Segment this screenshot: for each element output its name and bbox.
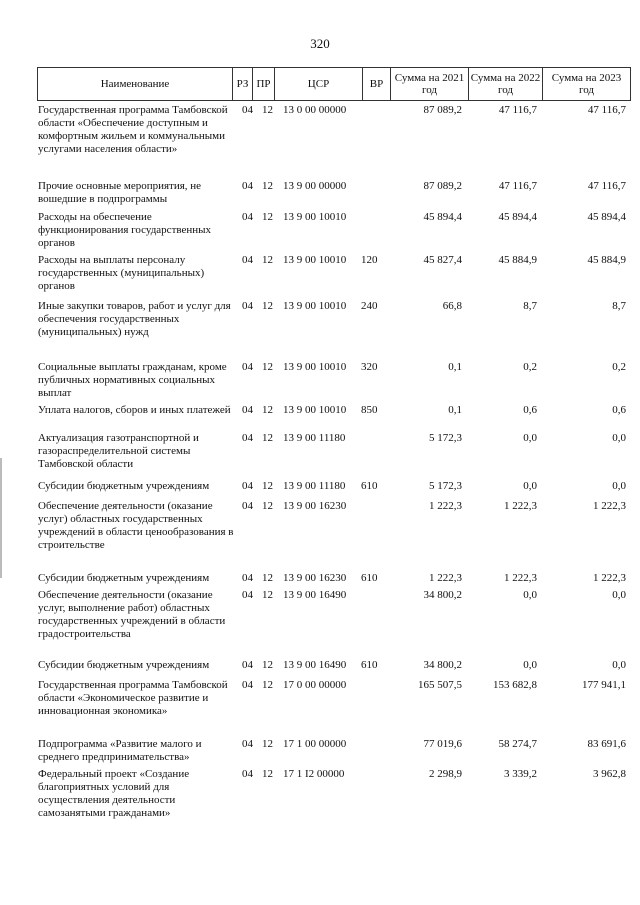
row-csr: 13 0 00 00000 [283,104,347,116]
row-pr: 12 [262,589,273,601]
row-sum-2021: 34 800,2 [423,659,462,671]
row-sum-2022: 47 116,7 [498,104,537,116]
row-pr: 12 [262,300,273,312]
row-rz: 04 [242,768,253,780]
row-pr: 12 [262,404,273,416]
row-name: Социальные выплаты гражданам, кроме публичных нормативных социальных выплат [38,361,227,399]
row-sum-2021: 5 172,3 [429,432,462,444]
scan-edge-mark [0,458,2,578]
row-rz: 04 [242,211,253,223]
row-name: Обеспечение деятельности (оказание услуг, выполнение работ) областных государственных учреждений в области градостроительства [38,589,226,640]
row-vr: 320 [361,361,378,373]
row-csr: 13 9 00 10010 [283,254,347,266]
row-pr: 12 [262,659,273,671]
header-name: Наименование [100,78,170,90]
row-name: Федеральный проект «Создание благоприятных условий для осуществления деятельности самозанятыми гражданами» [38,768,190,819]
row-name: Прочие основные мероприятия, не вошедшие в подпрограммы [38,180,202,205]
row-csr: 17 1 00 00000 [283,738,347,750]
row-sum-2022: 0,0 [523,480,537,492]
header-pr: ПР [252,68,274,100]
row-sum-2022: 3 339,2 [504,768,537,780]
row-rz: 04 [242,738,253,750]
row-vr: 120 [361,254,378,266]
row-sum-2021: 66,8 [442,300,462,312]
row-rz: 04 [242,679,253,691]
row-name: Расходы на обеспечение функционирования государственных органов [38,211,212,249]
header-rz: РЗ [232,68,252,100]
row-csr: 17 0 00 00000 [283,679,347,691]
row-sum-2022: 45 894,4 [498,211,537,223]
row-csr: 13 9 00 16490 [283,659,347,671]
row-rz: 04 [242,572,253,584]
row-rz: 04 [242,300,253,312]
row-sum-2023: 177 941,1 [582,679,626,691]
row-pr: 12 [262,500,273,512]
row-sum-2022: 0,0 [523,659,537,671]
row-pr: 12 [262,768,273,780]
row-rz: 04 [242,254,253,266]
row-sum-2023: 83 691,6 [587,738,626,750]
row-name: Субсидии бюджетным учреждениям [38,572,210,584]
row-name: Расходы на выплаты персоналу государственных (муниципальных) органов [38,254,205,292]
row-name: Актуализация газотранспортной и газораспределительной системы Тамбовской области [38,432,199,470]
row-sum-2021: 1 222,3 [429,572,462,584]
row-csr: 13 9 00 16490 [283,589,347,601]
row-csr: 13 9 00 11180 [283,432,346,444]
row-csr: 13 9 00 16230 [283,500,347,512]
row-sum-2022: 153 682,8 [493,679,537,691]
row-name: Иные закупки товаров, работ и услуг для обеспечения государственных (муниципальных) нужд [38,300,231,338]
row-pr: 12 [262,432,273,444]
row-sum-2023: 1 222,3 [593,572,626,584]
row-vr: 610 [361,659,378,671]
header-sum-2023: Сумма на 2023 год [542,68,630,100]
table-header [37,67,631,101]
row-pr: 12 [262,572,273,584]
row-pr: 12 [262,180,273,192]
row-rz: 04 [242,104,253,116]
header-vr: ВР [362,68,390,100]
row-sum-2022: 0,0 [523,589,537,601]
page-number: 320 [310,36,330,51]
row-csr: 13 9 00 00000 [283,180,347,192]
row-pr: 12 [262,361,273,373]
row-rz: 04 [242,480,253,492]
row-pr: 12 [262,104,273,116]
row-sum-2023: 47 116,7 [587,104,626,116]
row-sum-2023: 0,6 [612,404,626,416]
row-sum-2023: 3 962,8 [593,768,626,780]
row-rz: 04 [242,361,253,373]
header-sum-2021: Сумма на 2021 год [390,68,468,100]
row-name: Субсидии бюджетным учреждениям [38,480,210,492]
row-sum-2022: 0,6 [523,404,537,416]
row-sum-2023: 8,7 [612,300,626,312]
row-rz: 04 [242,589,253,601]
row-sum-2023: 0,2 [612,361,626,373]
row-sum-2022: 58 274,7 [498,738,537,750]
row-pr: 12 [262,738,273,750]
row-rz: 04 [242,404,253,416]
row-sum-2023: 1 222,3 [593,500,626,512]
row-csr: 17 1 I2 00000 [283,768,345,780]
row-sum-2021: 2 298,9 [429,768,462,780]
row-vr: 240 [361,300,378,312]
row-sum-2022: 0,2 [523,361,537,373]
row-sum-2022: 0,0 [523,432,537,444]
row-sum-2021: 77 019,6 [423,738,462,750]
row-pr: 12 [262,480,273,492]
header-sum-2022: Сумма на 2022 год [468,68,542,100]
row-sum-2022: 1 222,3 [504,500,537,512]
row-sum-2021: 0,1 [448,404,462,416]
row-sum-2023: 45 894,4 [587,211,626,223]
row-sum-2023: 0,0 [612,480,626,492]
row-csr: 13 9 00 10010 [283,300,347,312]
row-sum-2022: 1 222,3 [504,572,537,584]
row-sum-2021: 87 089,2 [423,104,462,116]
row-pr: 12 [262,679,273,691]
row-csr: 13 9 00 10010 [283,361,347,373]
row-name: Обеспечение деятельности (оказание услуг) областных государственных учреждений в области ценообразования в строительстве [38,500,234,551]
row-sum-2021: 87 089,2 [423,180,462,192]
row-name: Уплата налогов, сборов и иных платежей [38,404,231,416]
row-sum-2022: 45 884,9 [498,254,537,266]
row-sum-2023: 0,0 [612,432,626,444]
row-vr: 610 [361,572,378,584]
row-sum-2023: 0,0 [612,659,626,671]
row-name: Субсидии бюджетным учреждениям [38,659,210,671]
row-rz: 04 [242,659,253,671]
row-sum-2021: 34 800,2 [423,589,462,601]
row-pr: 12 [262,211,273,223]
row-name: Государственная программа Тамбовской области «Экономическое развитие и инновационная экономика» [38,679,228,717]
row-csr: 13 9 00 11180 [283,480,346,492]
row-sum-2021: 45 894,4 [423,211,462,223]
row-pr: 12 [262,254,273,266]
row-sum-2021: 165 507,5 [418,679,462,691]
row-vr: 610 [361,480,378,492]
row-sum-2023: 0,0 [612,589,626,601]
row-csr: 13 9 00 16230 [283,572,347,584]
row-vr: 850 [361,404,378,416]
row-rz: 04 [242,432,253,444]
row-rz: 04 [242,500,253,512]
row-name: Подпрограмма «Развитие малого и среднего предпринимательства» [38,738,202,763]
row-sum-2021: 0,1 [448,361,462,373]
row-sum-2023: 45 884,9 [587,254,626,266]
row-name: Государственная программа Тамбовской области «Обеспечение доступным и комфортным жильем и коммунальными услугами населения области» [38,104,228,155]
row-sum-2023: 47 116,7 [587,180,626,192]
row-sum-2022: 47 116,7 [498,180,537,192]
row-sum-2021: 5 172,3 [429,480,462,492]
row-sum-2022: 8,7 [523,300,537,312]
row-rz: 04 [242,180,253,192]
row-sum-2021: 1 222,3 [429,500,462,512]
row-csr: 13 9 00 10010 [283,404,347,416]
header-csr: ЦСР [274,68,362,100]
row-sum-2021: 45 827,4 [423,254,462,266]
row-csr: 13 9 00 10010 [283,211,347,223]
